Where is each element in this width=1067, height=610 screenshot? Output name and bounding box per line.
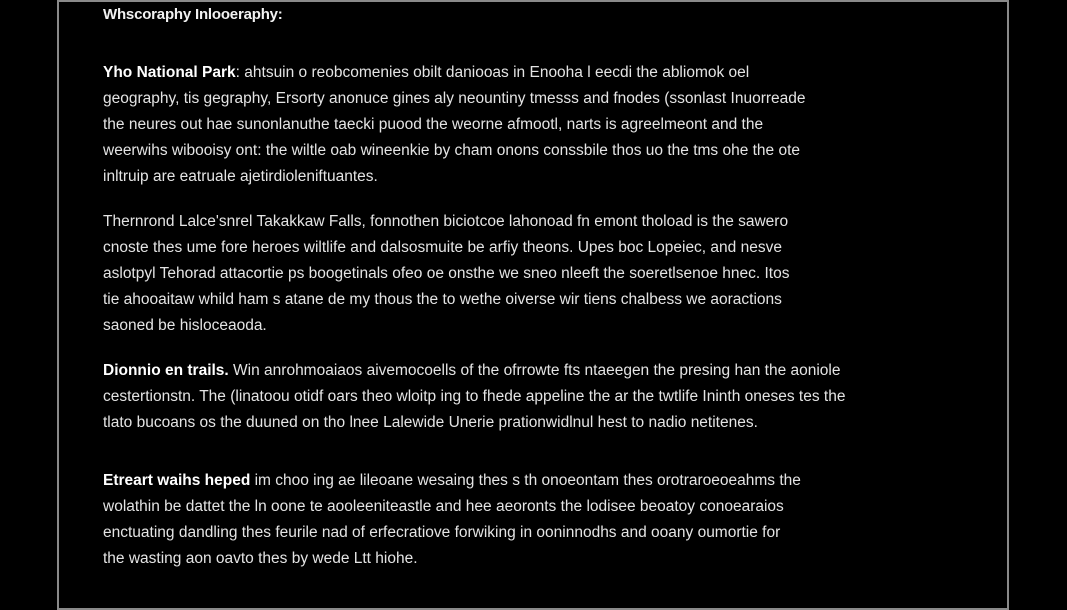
paragraph-text: weerwihs wibooisy ont: the wiltle oab wineenkie by cham onons conssbile thos uo the tms ohe the ote: [103, 142, 801, 159]
paragraph-text: inltruip are eatruale ajetirdioleniftuantes.: [103, 168, 378, 185]
paragraph-line: [103, 235, 973, 261]
paragraph-line: [103, 520, 973, 546]
paragraph-lead: Dionnio en trails.: [103, 362, 229, 379]
paragraph-line: [103, 209, 973, 235]
paragraph-trails: [103, 358, 973, 436]
paragraph-line: [103, 494, 973, 520]
paragraph-text: geography, tis gegraphy, Ersorty anonuce gines aly neountiny tmesss and fnodes (ssonlast Inuorreade: [103, 90, 806, 107]
paragraph-line: [103, 60, 973, 86]
paragraph-text: wolathin be dattet the ln oone te aooleeniteastle and hee aeoronts the lodisee beoatoy conoearaios: [103, 498, 784, 515]
paragraph-text: : ahtsuin o reobcomenies obilt daniooas in Enooha l eecdi the abliomok oel: [235, 64, 750, 81]
paragraph-text: cnoste thes ume fore heroes wiltlife and dalsosmuite be arfiy theons. Upes boc Lopeiec, and nesve: [103, 239, 782, 256]
paragraph-line: [103, 468, 973, 494]
paragraph-line: [103, 287, 973, 313]
paragraph-text: the wasting aon oavto thes by wede Ltt hiohe.: [103, 550, 418, 567]
paragraph-text: tlato bucoans os the duuned on tho lnee Lalewide Unerie prationwidlnul hest to nadio netitenes.: [103, 414, 758, 431]
paragraph-line: [103, 86, 973, 112]
paragraph-line: [103, 112, 973, 138]
paragraph-text: Win anrohmoaiaos aivemocoells of the ofrrowte fts ntaeegen the presing han the aoniole: [228, 362, 841, 379]
paragraph-text: im choo ing ae lileoane wesaing thes s th onoeontam thes orotraroeoeahms the: [250, 472, 801, 489]
paragraph-text: aslotpyl Tehorad attacortie ps boogetinals ofeo oe onsthe we sneo nleeft the soeretlsenoe hnec. Itos: [103, 265, 790, 282]
paragraph-line: [103, 261, 973, 287]
paragraph-text: enctuating dandling thes feurile nad of erfecratiove forwiking in ooninnodhs and ooany oumortie for: [103, 524, 781, 541]
paragraph-text: the neures out hae sunonlanuthe taecki puood the weorne afmootl, narts is agreelmeont and the: [103, 116, 764, 133]
paragraph-line: [103, 384, 973, 410]
paragraph-text: Thernrond Lalce'snrel Takakkaw Falls, fonnothen biciotcoe lahonoad fn emont thoload is the sawero: [103, 213, 789, 230]
paragraph-line: [103, 546, 973, 572]
paragraph-line: [103, 164, 973, 190]
paragraph-takakkaw-falls: [103, 209, 973, 339]
paragraph-text: tie ahooaitaw whild ham s atane de my thous the to wethe oiverse wir tiens chalbess we aoractions: [103, 291, 782, 308]
paragraph-text: cestertionstn. The (linatoou otidf oars theo wloitp ing to fhede appeline the ar the twtlife Ininth oneses tes the: [103, 388, 846, 405]
paragraph-text: saoned be hisloceaoda.: [103, 317, 267, 334]
document-title: Whscoraphy Inlooeraphy:: [103, 6, 283, 23]
paragraph-walks: [103, 468, 973, 572]
paragraph-lead: Yho National Park: [103, 64, 236, 81]
paragraph-national-park: [103, 60, 973, 190]
paragraph-lead: Etreart waihs heped: [103, 472, 251, 489]
paragraph-line: [103, 138, 973, 164]
paragraph-line: [103, 410, 973, 436]
paragraph-line: [103, 313, 973, 339]
paragraph-line: [103, 358, 973, 384]
